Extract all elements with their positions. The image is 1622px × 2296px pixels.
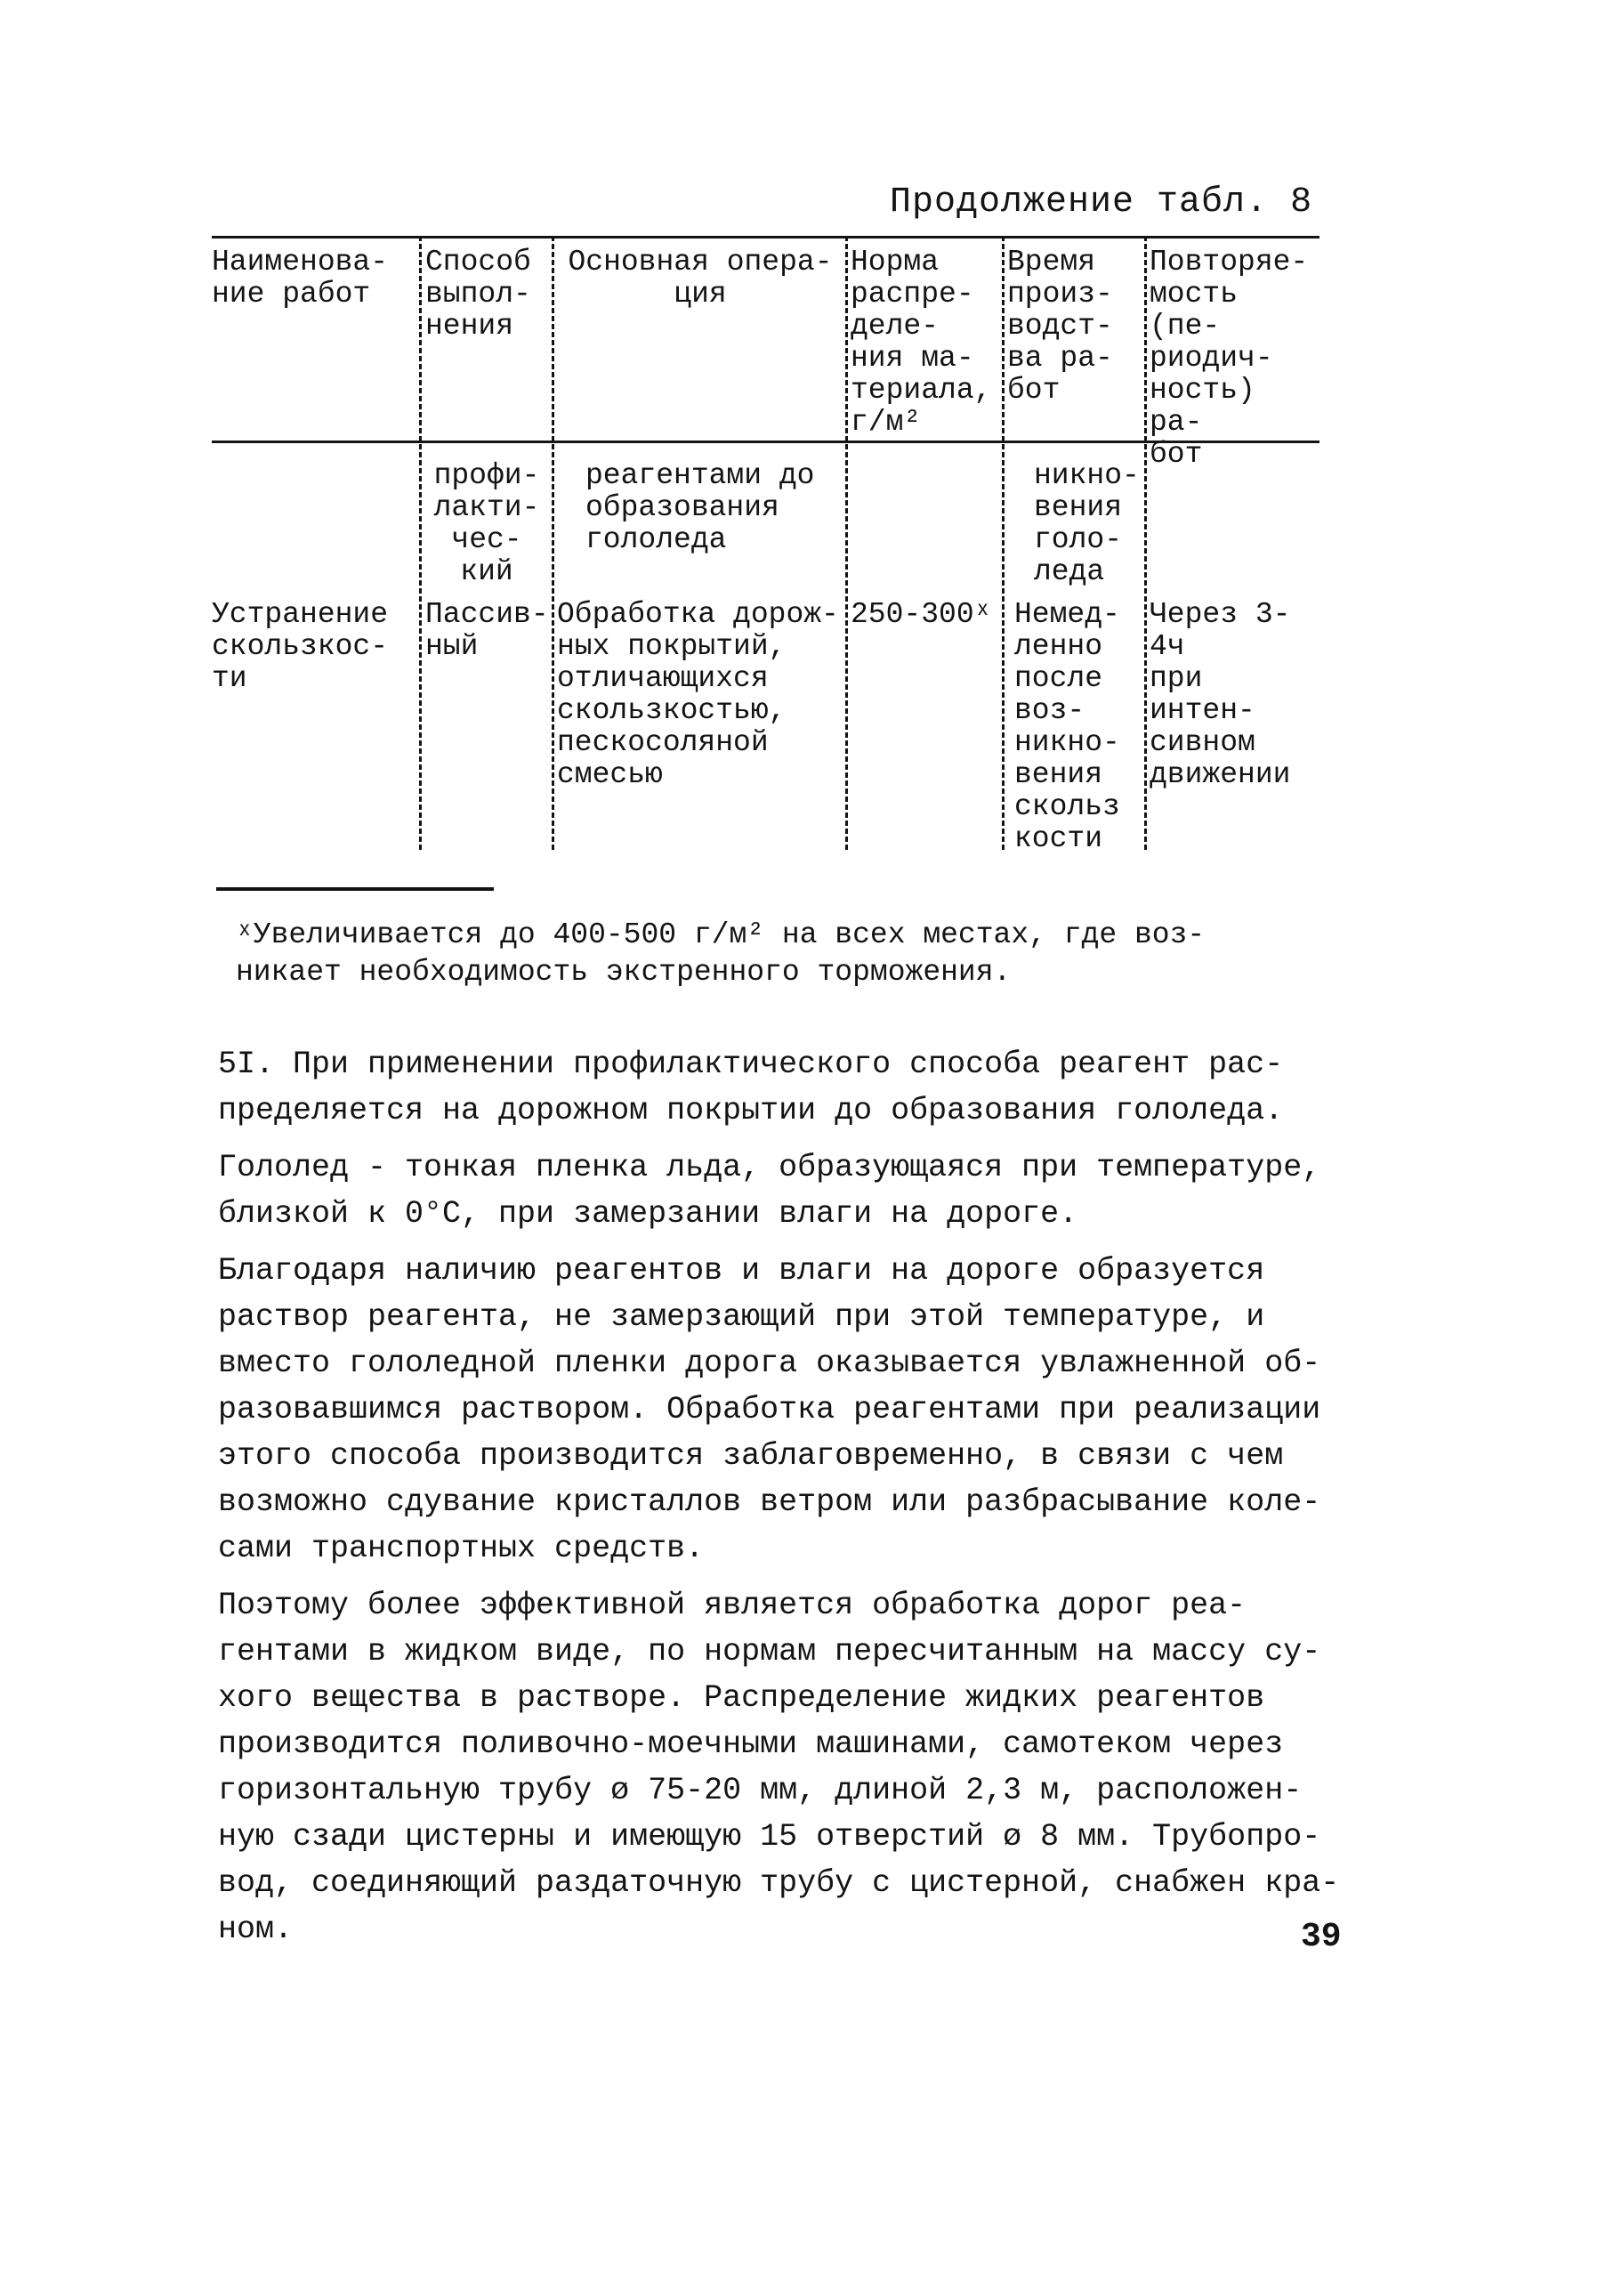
column-divider	[1144, 236, 1147, 850]
table-cell-norm: 250-300ˣ	[851, 598, 992, 631]
table-continuation-title: Продолжение табл. 8	[890, 182, 1313, 222]
column-divider	[552, 236, 554, 850]
header-cell-repeat: Повторяе- мость (пе- риодич- ность) ра- бот	[1150, 246, 1309, 471]
header-cell-name: Наименова- ние работ	[212, 246, 389, 311]
table-cell-time: никно- вения голо- леда	[1034, 459, 1140, 588]
paragraph: Поэтому более эффективной является обработка дорог реа- гентами в жидком виде, по нормам пересчитанным на массу су- хого вещества в растворе. Распределение жидких реагентов производится поливочно-моечными машинами, самотеком через горизонтальную трубу ø 75-20 мм, длиной 2,3 м, расположен- ную сзади цистерны и имеющую 15 отверстий ø 8 мм. Трубопро- вод, соединяющий раздаточную трубу с цистерной, снабжен кра- ном.	[218, 1588, 1340, 1947]
works-table	[212, 236, 1319, 859]
footnote-separator	[216, 887, 494, 891]
paragraph: Гололед - тонкая пленка льда, образующаяся при температуре, близкой к 0°С, при замерзании влаги на дороге.	[218, 1150, 1321, 1232]
table-cell-repeat: Через 3-4ч при интен- сивном движении	[1150, 598, 1291, 791]
table-cell-method: профи- лакти- чес- кий	[433, 459, 540, 588]
table-footnote: ˣУвеличивается до 400-500 г/м² на всех местах, где воз- никает необходимость экстренного торможения.	[236, 918, 1206, 989]
body-text	[218, 1041, 1375, 1963]
table-cell-operation: Обработка дорож- ных покрытий, отличающихся скользкостью, пескосоляной смесью	[557, 598, 839, 791]
column-divider	[845, 236, 848, 850]
page-number: 39	[1301, 1918, 1342, 1956]
header-cell-method: Способ выпол- нения	[425, 246, 531, 343]
paragraph: 5I. При применении профилактического способа реагент рас- пределяется на дорожном покрытии до образования гололеда.	[218, 1047, 1284, 1128]
column-divider	[1002, 236, 1005, 850]
table-cell-name: Устранение скользкос- ти	[212, 598, 389, 695]
table-top-rule	[212, 236, 1319, 238]
header-cell-operation: Основная опера- ция	[568, 246, 833, 311]
header-cell-norm: Норма распре- деле- ния ма- териала, г/м²	[851, 246, 992, 439]
table-cell-time: Немед- ленно после воз- никно- вения скольз кости	[1014, 598, 1120, 855]
header-cell-time: Время произ- водст- ва ра- бот	[1007, 246, 1113, 407]
paragraph: Благодаря наличию реагентов и влаги на дороге образуется раствор реагента, не замерзающий при этой температуре, и вместо гололедной пленки дорога оказывается увлажненной об- разовавшимся раствором. Обработка реагентами при реализации этого способа производится заблаговременно, в связи с чем возможно сдувание кристаллов ветром или разбрасывание коле- сами транспортных средств.	[218, 1253, 1321, 1566]
table-cell-method: Пассив- ный	[425, 598, 549, 663]
table-cell-operation: реагентами до образования гололеда	[585, 459, 815, 556]
